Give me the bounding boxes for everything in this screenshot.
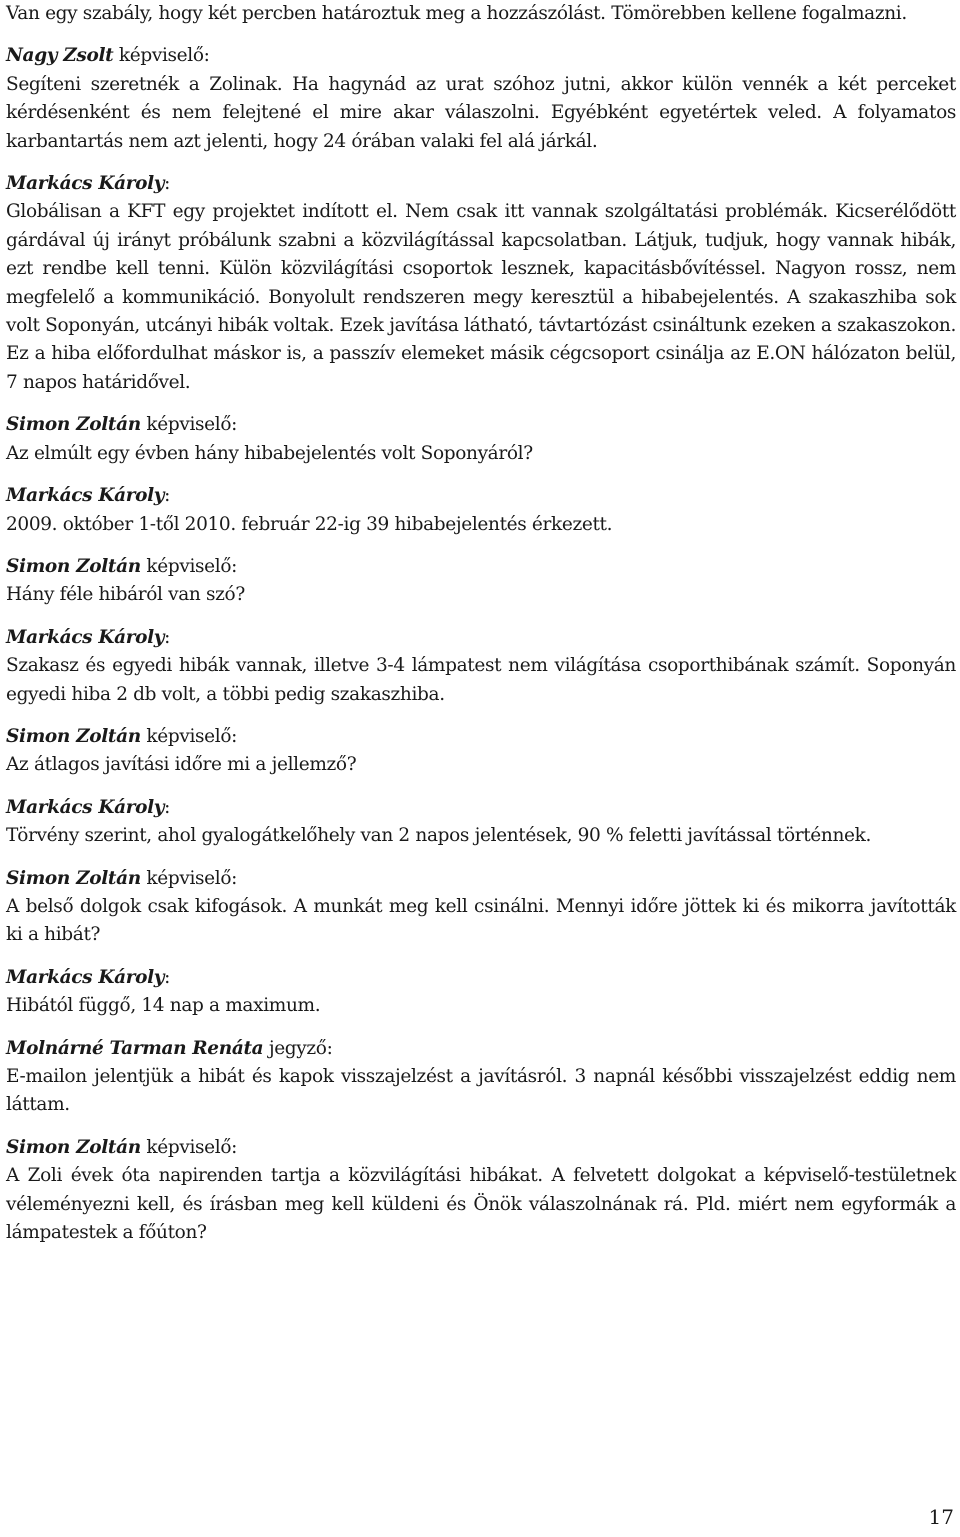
speech-text: Az átlagos javítási időre mi a jellemző? xyxy=(6,754,357,776)
speaker-name: Markács Károly xyxy=(6,966,165,988)
speech-text: Segíteni szeretnék a Zolinak. Ha hagynád az urat szóhoz jutni, akkor külön vennék a két perceket kérdésenként és nem felejtené el mire akar válaszolni. Egyébként egyetértek veled. A folyamatos karbantartás nem azt jelenti, hogy 24 órában valaki fel alá járkál. xyxy=(6,73,956,152)
speaker-role: képviselő: xyxy=(140,414,237,436)
speech-entry xyxy=(6,1035,956,1120)
speech-text: Törvény szerint, ahol gyalogátkelőhely van 2 napos jelentések, 90 % feletti javítással történnek. xyxy=(6,825,872,847)
document-body xyxy=(6,0,956,1261)
speech-entry xyxy=(6,170,956,397)
speaker-name: Markács Károly xyxy=(6,626,165,648)
speech-entry xyxy=(6,723,956,780)
speech-entry xyxy=(6,411,956,468)
speaker-line xyxy=(6,482,956,510)
speech-text: E-mailon jelentjük a hibát és kapok visszajelzést a javításról. 3 napnál későbbi visszajelzést eddig nem láttam. xyxy=(6,1066,956,1116)
speaker-role: : xyxy=(164,173,171,195)
opening-paragraph xyxy=(6,0,956,28)
speech-entry xyxy=(6,794,956,851)
speech-text: Hibától függő, 14 nap a maximum. xyxy=(6,995,321,1017)
speaker-line xyxy=(6,865,956,893)
speech-entry xyxy=(6,865,956,950)
speaker-line xyxy=(6,1134,956,1162)
speaker-role: : xyxy=(164,626,171,648)
speech-text: 2009. október 1-től 2010. február 22-ig 39 hibabejelentés érkezett. xyxy=(6,513,613,535)
speaker-name: Markács Károly xyxy=(6,485,165,507)
speech-entry xyxy=(6,964,956,1021)
speech-entry xyxy=(6,482,956,539)
speaker-name: Markács Károly xyxy=(6,173,165,195)
speech-entry xyxy=(6,553,956,610)
speech-text: Az elmúlt egy évben hány hibabejelentés volt Soponyáról? xyxy=(6,442,533,464)
speaker-line xyxy=(6,624,956,652)
speaker-name: Simon Zoltán xyxy=(6,867,141,889)
paragraph-text: Van egy szabály, hogy két percben határoztuk meg a hozzászólást. Tömörebben kellene fogalmazni. xyxy=(6,3,907,24)
speaker-role: képviselő: xyxy=(140,1136,237,1158)
speaker-role: : xyxy=(164,796,171,818)
speaker-name: Molnárné Tarman Renáta xyxy=(6,1037,264,1059)
speaker-line xyxy=(6,794,956,822)
speaker-line xyxy=(6,1035,956,1063)
speaker-name: Simon Zoltán xyxy=(6,1136,141,1158)
speech-text: A Zoli évek óta napirenden tartja a közvilágítási hibákat. A felvetett dolgokat a képviselő-testületnek véleményezni kell, és írásban meg kell küldeni és Önök válaszolnának rá. Pld. miért nem egyformák a lámpatestek a főúton? xyxy=(6,1165,956,1244)
speaker-line xyxy=(6,411,956,439)
speaker-name: Markács Károly xyxy=(6,796,165,818)
speaker-role: : xyxy=(164,485,171,507)
speaker-line xyxy=(6,170,956,198)
speaker-line xyxy=(6,964,956,992)
speech-text: Globálisan a KFT egy projektet indított el. Nem csak itt vannak szolgáltatási problémák. Kicserélődött gárdával új irányt próbálunk szabni a közvilágítással kapcsolatban. Látjuk, tudjuk, hogy vannak hibák, ezt rendbe kell tenni. Külön közvilágítási csoportok lesznek, kapacitásbővítéssel. Nagyon rossz, nem megfelelő a kommunikáció. Bonyolult rendszeren megy keresztül a hibabejelentés. A szakaszhiba sok volt Soponyán, utcányi hibák voltak. Ezek javítása látható, távtartózást csináltunk ezeken a szakaszokon. Ez a hiba előfordulhat máskor is, a passzív elemeket másik cégcsoport csinálja az E.ON hálózaton belül, 7 napos határidővel. xyxy=(6,201,956,393)
speech-text: Hány féle hibáról van szó? xyxy=(6,584,245,606)
speaker-name: Nagy Zsolt xyxy=(6,45,114,67)
speech-entry xyxy=(6,1134,956,1248)
speaker-role: : xyxy=(164,966,171,988)
speaker-line xyxy=(6,723,956,751)
speaker-role: képviselő: xyxy=(113,45,210,67)
speaker-name: Simon Zoltán xyxy=(6,725,141,747)
speech-entry xyxy=(6,624,956,709)
speaker-role: képviselő: xyxy=(140,867,237,889)
speech-text: A belső dolgok csak kifogások. A munkát meg kell csinálni. Mennyi időre jöttek ki és mikorra javították ki a hibát? xyxy=(6,895,956,946)
speaker-line xyxy=(6,553,956,581)
speaker-name: Simon Zoltán xyxy=(6,555,141,577)
speaker-name: Simon Zoltán xyxy=(6,414,141,436)
speaker-role: képviselő: xyxy=(140,725,237,747)
speaker-line xyxy=(6,42,956,70)
speech-entry xyxy=(6,42,956,156)
speaker-role: képviselő: xyxy=(140,555,237,577)
page-number: 17 xyxy=(928,1505,954,1529)
speaker-role: jegyző: xyxy=(263,1037,333,1059)
speech-text: Szakasz és egyedi hibák vannak, illetve 3-4 lámpatest nem világítása csoporthibának számít. Soponyán egyedi hiba 2 db volt, a többi pedig szakaszhiba. xyxy=(6,655,956,705)
